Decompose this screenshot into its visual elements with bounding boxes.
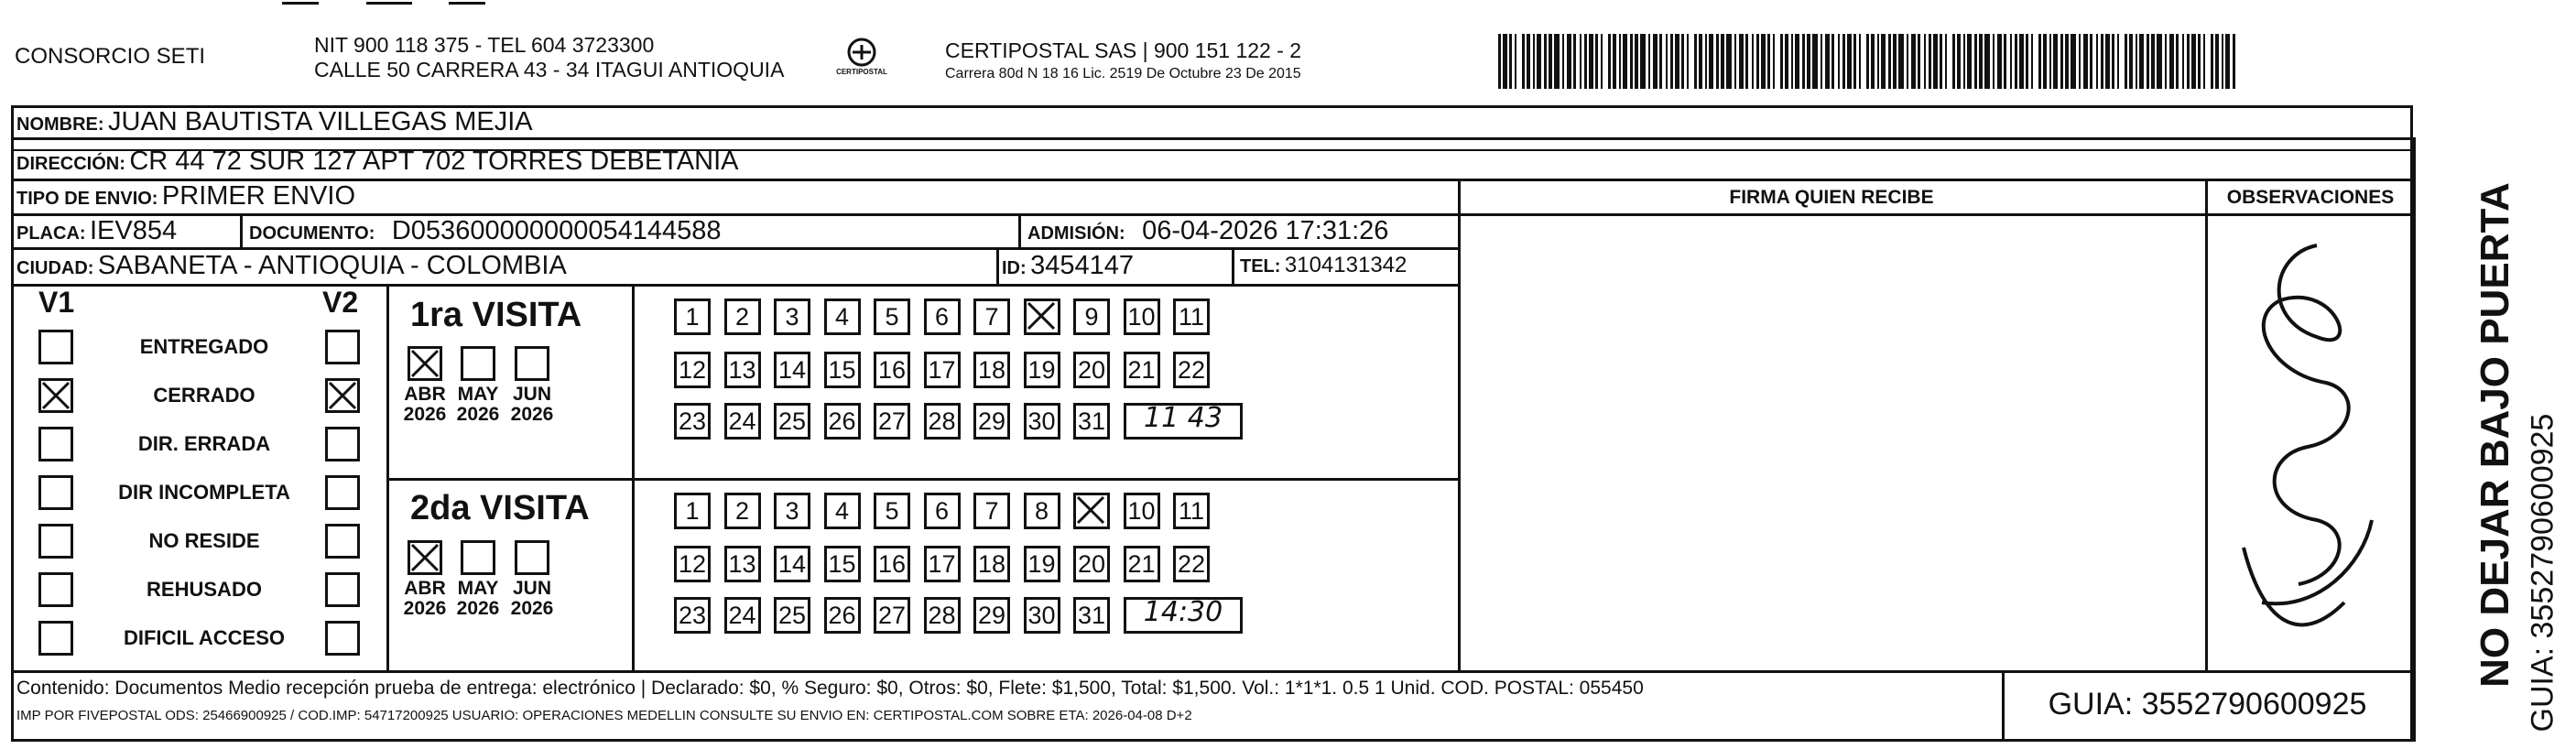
- barcode: [1498, 34, 2243, 89]
- v1-header: V1: [38, 286, 75, 319]
- admision-value: 06-04-2026 17:31:26: [1142, 216, 1389, 245]
- barcode-bar: [1871, 34, 1875, 89]
- day-box[interactable]: 29: [973, 403, 1010, 440]
- tipo-label: TIPO DE ENVIO:: [16, 189, 158, 209]
- day-box[interactable]: 5: [874, 493, 910, 529]
- barcode-bar: [2176, 34, 2179, 89]
- status-v1-checkbox[interactable]: [38, 378, 73, 413]
- firma-header: FIRMA QUIEN RECIBE: [1729, 187, 1934, 208]
- barcode-bar: [1562, 34, 1564, 89]
- day-box[interactable]: 17: [924, 352, 961, 388]
- day-box[interactable]: 29: [973, 597, 1010, 634]
- barcode-bar: [1898, 34, 1904, 89]
- barcode-bar: [1945, 34, 1947, 89]
- day-box[interactable]: 11: [1173, 493, 1210, 529]
- v2-header: V2: [322, 286, 359, 319]
- barcode-bar: [2147, 34, 2149, 89]
- day-box[interactable]: 21: [1124, 352, 1160, 388]
- barcode-bar: [1795, 34, 1799, 89]
- documento-field: [249, 216, 722, 246]
- barcode-bar: [1653, 34, 1658, 89]
- day-box[interactable]: 6: [924, 299, 961, 335]
- barcode-bar: [1888, 34, 1891, 89]
- tipo-value: PRIMER ENVIO: [161, 181, 356, 211]
- row-divider: [11, 247, 1458, 250]
- barcode-bar: [1924, 34, 1926, 89]
- barcode-bar: [2105, 34, 2110, 89]
- status-label: DIR. ERRADA: [137, 432, 271, 455]
- day-box[interactable]: 12: [674, 352, 711, 388]
- status-v1-checkbox[interactable]: [38, 330, 73, 364]
- barcode-bar: [2090, 34, 2092, 89]
- day-box[interactable]: 10: [1124, 299, 1160, 335]
- barcode-bar: [2198, 34, 2201, 89]
- observaciones-header: OBSERVACIONES: [2226, 187, 2395, 208]
- contenido-line: Contenido: Documentos Medio recepción prueba de entrega: electrónico | Declarado: $0, % Seguro: $0, Otros: $0, Flete: $1,500, Total: $1,500. Vol.: 1*1*1. 0.5 1 Unid. COD. POSTAL: 055450: [16, 678, 1644, 699]
- side-col-line: [2413, 137, 2416, 742]
- barcode-bar: [1537, 34, 1541, 89]
- day-box[interactable]: 25: [774, 403, 810, 440]
- barcode-bar: [2191, 34, 2196, 89]
- barcode-bar: [2117, 34, 2119, 89]
- status-label: ENTREGADO: [139, 335, 269, 358]
- time-box[interactable]: [1124, 403, 1243, 440]
- placa-value: IEV854: [90, 216, 178, 245]
- id-label: ID:: [1002, 258, 1027, 278]
- top-decor-line: [366, 2, 412, 5]
- day-box[interactable]: [1024, 299, 1060, 335]
- day-box[interactable]: 5: [874, 299, 910, 335]
- barcode-bar: [1933, 34, 1938, 89]
- visit-col-line: [632, 284, 635, 670]
- barcode-bar: [1911, 34, 1916, 89]
- barcode-bar: [2101, 34, 2103, 89]
- barcode-bar: [2019, 34, 2024, 89]
- handwritten-signature: [2207, 218, 2408, 667]
- day-box[interactable]: 6: [924, 493, 961, 529]
- barcode-bar: [1635, 34, 1638, 89]
- placa-field: [16, 216, 177, 246]
- barcode-bar: [1791, 34, 1793, 89]
- day-box[interactable]: 31: [1073, 597, 1110, 634]
- visit1-title: 1ra VISITA: [410, 296, 582, 334]
- day-box[interactable]: 18: [973, 352, 1010, 388]
- barcode-bar: [1549, 34, 1552, 89]
- ciudad-field: [16, 251, 567, 281]
- documento-label: DOCUMENTO:: [249, 223, 375, 244]
- top-decor-line: [449, 2, 485, 5]
- day-box[interactable]: 17: [924, 546, 961, 582]
- status-label: REHUSADO: [147, 578, 262, 601]
- barcode-bar: [1907, 34, 1908, 89]
- day-box[interactable]: 16: [874, 546, 910, 582]
- barcode-bar: [1940, 34, 1942, 89]
- barcode-bar: [2136, 34, 2137, 89]
- status-v2-checkbox[interactable]: [325, 524, 360, 559]
- barcode-bar: [1595, 34, 1598, 89]
- nit-line: NIT 900 118 375 - TEL 604 3723300: [314, 33, 655, 57]
- status-v1-checkbox[interactable]: [38, 572, 73, 607]
- tel-col-line: [1232, 247, 1234, 284]
- barcode-bar: [2222, 34, 2223, 89]
- day-box[interactable]: 22: [1173, 546, 1210, 582]
- barcode-bar: [2031, 34, 2033, 89]
- barcode-bar: [1847, 34, 1852, 89]
- barcode-bar: [2151, 34, 2155, 89]
- day-box[interactable]: 14: [774, 352, 810, 388]
- time-box[interactable]: [1124, 597, 1243, 634]
- month-checkbox[interactable]: [515, 346, 549, 381]
- direccion-field: [16, 147, 739, 177]
- barcode-bar: [2015, 34, 2017, 89]
- day-box[interactable]: 1: [674, 299, 711, 335]
- barcode-bar: [1752, 34, 1754, 89]
- barcode-bar: [1807, 34, 1810, 89]
- barcode-bar: [1761, 34, 1766, 89]
- placa-col-line: [240, 213, 243, 247]
- day-box[interactable]: 4: [824, 493, 861, 529]
- month-label: MAY 2026: [456, 578, 500, 619]
- barcode-bar: [2083, 34, 2088, 89]
- day-box[interactable]: 9: [1073, 299, 1110, 335]
- barcode-bar: [2026, 34, 2028, 89]
- month-checkbox[interactable]: [515, 540, 549, 575]
- barcode-bar: [1726, 34, 1732, 89]
- day-box[interactable]: 22: [1173, 352, 1210, 388]
- barcode-bar: [1853, 34, 1856, 89]
- barcode-bar: [1533, 34, 1535, 89]
- barcode-bar: [2065, 34, 2069, 89]
- barcode-bar: [1893, 34, 1897, 89]
- barcode-bar: [1630, 34, 1633, 89]
- status-v1-checkbox[interactable]: [38, 475, 73, 510]
- status-label: DIFICIL ACCESO: [123, 626, 285, 649]
- day-box[interactable]: 2: [724, 299, 761, 335]
- barcode-bar: [1675, 34, 1679, 89]
- day-box[interactable]: 30: [1024, 403, 1060, 440]
- carrier-line: CERTIPOSTAL SAS | 900 151 122 - 2: [945, 38, 1302, 62]
- handwritten-time: 11 43: [1144, 402, 1223, 434]
- barcode-bar: [2053, 34, 2058, 89]
- month-label: MAY 2026: [456, 384, 500, 425]
- month-checkbox[interactable]: [408, 540, 442, 575]
- barcode-bar: [1580, 34, 1581, 89]
- day-box[interactable]: 19: [1024, 546, 1060, 582]
- tel-field: [1240, 253, 1407, 278]
- side-guia: GUIA: 3552790600925: [2525, 413, 2560, 733]
- footer-guia: GUIA: 3552790600925: [2048, 687, 2367, 722]
- barcode-bar: [2038, 34, 2041, 89]
- day-box[interactable]: 20: [1073, 352, 1110, 388]
- status-v2-checkbox[interactable]: [325, 572, 360, 607]
- status-col-line: [386, 284, 389, 670]
- barcode-bar: [1589, 34, 1593, 89]
- row-divider: [11, 137, 2413, 140]
- barcode-bar: [2125, 34, 2127, 89]
- barcode-bar: [1963, 34, 1965, 89]
- visit-divider: [386, 478, 1458, 481]
- barcode-bar: [1821, 34, 1822, 89]
- barcode-bar: [1918, 34, 1920, 89]
- day-box[interactable]: 21: [1124, 546, 1160, 582]
- company-name: CONSORCIO SETI: [15, 44, 206, 69]
- day-box[interactable]: 3: [774, 299, 810, 335]
- barcode-bar: [1648, 34, 1650, 89]
- barcode-bar: [1929, 34, 1931, 89]
- admision-field: [1027, 216, 1388, 246]
- direccion-value: CR 44 72 SUR 127 APT 702 TORRES DEBETANIA: [129, 147, 739, 176]
- barcode-bar: [2010, 34, 2012, 89]
- barcode-bar: [1670, 34, 1673, 89]
- day-box[interactable]: 27: [874, 597, 910, 634]
- barcode-bar: [1659, 34, 1662, 89]
- day-box[interactable]: 2: [724, 493, 761, 529]
- logo-caption: CERTIPOSTAL: [836, 68, 887, 76]
- month-label: ABR 2026: [403, 384, 447, 425]
- day-box[interactable]: 7: [973, 299, 1010, 335]
- barcode-bar: [1554, 34, 1560, 89]
- barcode-bar: [1687, 34, 1689, 89]
- barcode-bar: [1785, 34, 1788, 89]
- barcode-bar: [1716, 34, 1719, 89]
- barcode-bar: [1831, 34, 1834, 89]
- day-box[interactable]: 12: [674, 546, 711, 582]
- barcode-bar: [1984, 34, 1990, 89]
- barcode-bar: [1503, 34, 1507, 89]
- barcode-bar: [2225, 34, 2230, 89]
- barcode-bar: [1509, 34, 1512, 89]
- day-box[interactable]: 26: [824, 597, 861, 634]
- barcode-bar: [1881, 34, 1886, 89]
- barcode-bar: [2203, 34, 2205, 89]
- day-box[interactable]: 18: [973, 546, 1010, 582]
- barcode-bar: [1498, 34, 1501, 89]
- day-box[interactable]: 8: [1024, 493, 1060, 529]
- barcode-bar: [1838, 34, 1840, 89]
- barcode-bar: [1573, 34, 1576, 89]
- month-checkbox[interactable]: [408, 346, 442, 381]
- address-line: CALLE 50 CARRERA 43 - 34 ITAGUI ANTIOQUIA: [314, 58, 785, 81]
- id-value: 3454147: [1030, 251, 1135, 280]
- footer-divider: [11, 670, 2413, 673]
- barcode-bar: [1812, 34, 1818, 89]
- placa-label: PLACA:: [16, 223, 86, 244]
- status-v2-checkbox[interactable]: [325, 330, 360, 364]
- day-box[interactable]: 11: [1173, 299, 1210, 335]
- imp-line: IMP POR FIVEPOSTAL ODS: 25466900925 / COD.IMP: 54717200925 USUARIO: OPERACIONES MEDELLIN CONSULTE SU ENVIO EN: CERTIPOSTAL.COM SOBRE ETA: 2026-04-08 D+2: [16, 708, 1192, 723]
- barcode-bar: [2233, 34, 2235, 89]
- barcode-bar: [1601, 34, 1603, 89]
- month-checkbox[interactable]: [461, 346, 495, 381]
- day-box[interactable]: 27: [874, 403, 910, 440]
- barcode-bar: [1979, 34, 1983, 89]
- barcode-bar: [2157, 34, 2162, 89]
- day-box[interactable]: 14: [774, 546, 810, 582]
- barcode-bar: [1666, 34, 1668, 89]
- barcode-bar: [1709, 34, 1713, 89]
- tel-value: 3104131342: [1284, 253, 1408, 277]
- obs-header-divider: [1458, 213, 2413, 216]
- barcode-bar: [2169, 34, 2174, 89]
- admision-label: ADMISIÓN:: [1027, 223, 1125, 244]
- barcode-bar: [1842, 34, 1845, 89]
- barcode-bar: [1734, 34, 1736, 89]
- barcode-bar: [2187, 34, 2190, 89]
- barcode-bar: [1802, 34, 1805, 89]
- status-v1-checkbox[interactable]: [38, 524, 73, 559]
- barcode-bar: [2215, 34, 2219, 89]
- nombre-field: [16, 107, 533, 137]
- day-box[interactable]: 28: [924, 403, 961, 440]
- barcode-bar: [2165, 34, 2167, 89]
- barcode-bar: [1567, 34, 1571, 89]
- barcode-bar: [1974, 34, 1977, 89]
- barcode-bar: [1640, 34, 1646, 89]
- barcode-bar: [1952, 34, 1955, 89]
- barcode-bar: [1527, 34, 1530, 89]
- day-box[interactable]: 31: [1073, 403, 1110, 440]
- day-box[interactable]: 30: [1024, 597, 1060, 634]
- certipostal-logo: [829, 37, 895, 82]
- day-box[interactable]: 10: [1124, 493, 1160, 529]
- barcode-bar: [1739, 34, 1744, 89]
- documento-value: D053600000000054144588: [391, 216, 722, 245]
- ciudad-label: CIUDAD:: [16, 258, 94, 278]
- day-box[interactable]: 3: [774, 493, 810, 529]
- day-box[interactable]: 20: [1073, 546, 1110, 582]
- day-box[interactable]: 7: [973, 493, 1010, 529]
- visit2-title: 2da VISITA: [410, 489, 590, 527]
- day-box[interactable]: 13: [724, 546, 761, 582]
- status-v2-checkbox[interactable]: [325, 427, 360, 461]
- barcode-bar: [1544, 34, 1547, 89]
- day-box[interactable]: 15: [824, 546, 861, 582]
- status-v2-checkbox[interactable]: [325, 621, 360, 656]
- barcode-bar: [2112, 34, 2114, 89]
- barcode-bar: [1877, 34, 1879, 89]
- row-divider: [11, 284, 1458, 287]
- barcode-bar: [2211, 34, 2213, 89]
- barcode-bar: [1699, 34, 1702, 89]
- month-label: ABR 2026: [403, 578, 447, 619]
- day-box[interactable]: 19: [1024, 352, 1060, 388]
- status-label: NO RESIDE: [148, 529, 260, 552]
- direccion-label: DIRECCIÓN:: [16, 154, 125, 174]
- barcode-bar: [1859, 34, 1861, 89]
- barcode-bar: [1681, 34, 1684, 89]
- barcode-bar: [1767, 34, 1770, 89]
- status-label: DIR INCOMPLETA: [118, 481, 290, 504]
- barcode-bar: [1997, 34, 2002, 89]
- side-warning: NO DEJAR BAJO PUERTA: [2473, 182, 2517, 688]
- barcode-bar: [2004, 34, 2006, 89]
- barcode-bar: [1993, 34, 1994, 89]
- barcode-bar: [2096, 34, 2098, 89]
- barcode-bar: [2060, 34, 2063, 89]
- nombre-value: JUAN BAUTISTA VILLEGAS MEJIA: [108, 107, 533, 136]
- day-box[interactable]: 24: [724, 403, 761, 440]
- barcode-bar: [1745, 34, 1748, 89]
- barcode-bar: [1967, 34, 1972, 89]
- barcode-bar: [1825, 34, 1830, 89]
- admision-col-line: [1018, 213, 1021, 247]
- barcode-bar: [1866, 34, 1869, 89]
- day-box[interactable]: 4: [824, 299, 861, 335]
- side-text: [2418, 137, 2573, 742]
- day-box[interactable]: 1: [674, 493, 711, 529]
- barcode-bar: [1515, 34, 1516, 89]
- barcode-bar: [1522, 34, 1525, 89]
- row-divider: [11, 179, 2413, 181]
- month-label: JUN 2026: [510, 578, 554, 619]
- barcode-bar: [2049, 34, 2051, 89]
- barcode-bar: [1705, 34, 1707, 89]
- month-label: JUN 2026: [510, 384, 554, 425]
- barcode-bar: [2182, 34, 2184, 89]
- barcode-bar: [2043, 34, 2047, 89]
- tipo-field: [16, 181, 355, 212]
- status-v1-checkbox[interactable]: [38, 427, 73, 461]
- barcode-bar: [1694, 34, 1697, 89]
- firma-col-line: [1458, 179, 1461, 670]
- status-v2-checkbox[interactable]: [325, 475, 360, 510]
- day-box[interactable]: 24: [724, 597, 761, 634]
- day-box[interactable]: 16: [874, 352, 910, 388]
- id-field: [1002, 251, 1134, 281]
- status-label: CERRADO: [153, 384, 255, 407]
- handwritten-time: 14:30: [1143, 596, 1223, 628]
- day-box[interactable]: [1073, 493, 1110, 529]
- day-box[interactable]: 26: [824, 403, 861, 440]
- status-v2-checkbox[interactable]: [325, 378, 360, 413]
- barcode-bar: [2079, 34, 2081, 89]
- license-line: Carrera 80d N 18 16 Lic. 2519 De Octubre 23 De 2015: [945, 66, 1301, 81]
- barcode-bar: [2139, 34, 2144, 89]
- day-box[interactable]: 23: [674, 403, 711, 440]
- barcode-bar: [1608, 34, 1611, 89]
- barcode-bar: [1957, 34, 1961, 89]
- barcode-bar: [1780, 34, 1783, 89]
- day-box[interactable]: 25: [774, 597, 810, 634]
- barcode-bar: [1623, 34, 1627, 89]
- ciudad-value: SABANETA - ANTIOQUIA - COLOMBIA: [97, 251, 567, 280]
- barcode-bar: [2129, 34, 2133, 89]
- id-col-line: [996, 247, 999, 284]
- month-checkbox[interactable]: [461, 540, 495, 575]
- barcode-bar: [1756, 34, 1759, 89]
- day-box[interactable]: 28: [924, 597, 961, 634]
- day-box[interactable]: 23: [674, 597, 711, 634]
- status-v1-checkbox[interactable]: [38, 621, 73, 656]
- barcode-bar: [1613, 34, 1616, 89]
- barcode-bar: [1584, 34, 1587, 89]
- barcode-bar: [1773, 34, 1775, 89]
- barcode-bar: [1619, 34, 1621, 89]
- barcode-bar: [2071, 34, 2076, 89]
- nombre-label: NOMBRE:: [16, 114, 104, 135]
- barcode-bar: [1721, 34, 1724, 89]
- top-decor-line: [282, 2, 319, 5]
- day-box[interactable]: 13: [724, 352, 761, 388]
- day-box[interactable]: 15: [824, 352, 861, 388]
- tel-label: TEL:: [1240, 256, 1281, 277]
